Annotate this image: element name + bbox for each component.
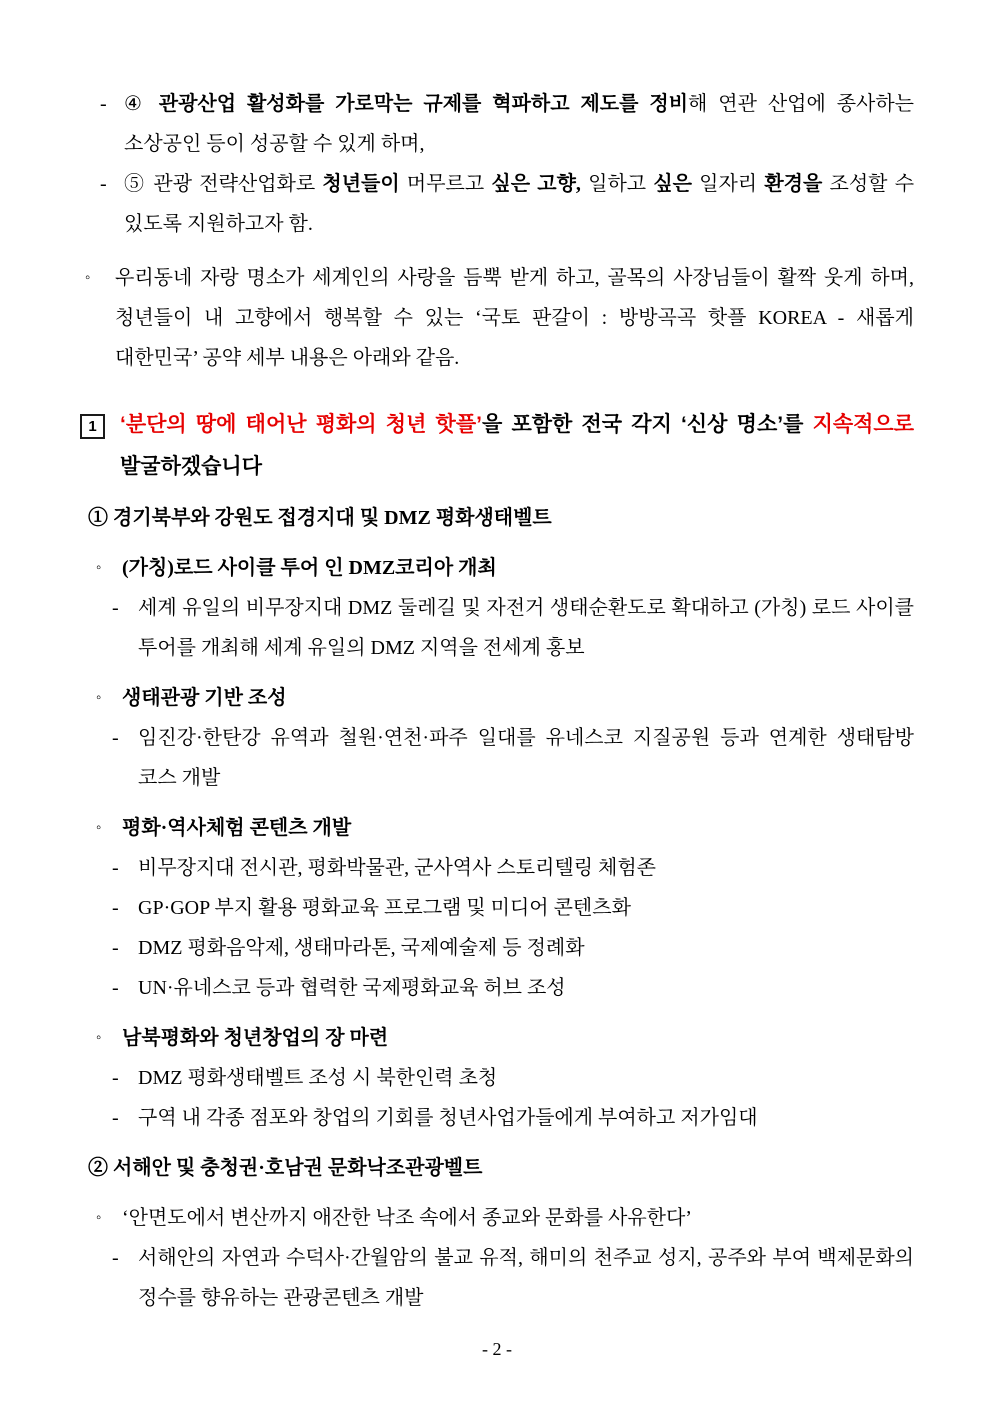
- sub-list-item: [112, 1058, 914, 1098]
- dash-marker: -: [100, 173, 107, 195]
- sub-list-item: [112, 968, 914, 1008]
- sub-list-item: [112, 1238, 914, 1318]
- paragraph-text: 세계 유일의 비무장지대 DMZ 둘레길 및 자전거 생태순환도로 확대하고 (가칭) 로드 사이클 투어를 개최해 세계 유일의 DMZ 지역을 전세계 홍보: [138, 597, 914, 659]
- paragraph-text: GP·GOP 부지 활용 평화교육 프로그램 및 미디어 콘텐츠화: [138, 897, 631, 919]
- sub-list-item: [112, 718, 914, 798]
- list-item: [100, 84, 914, 164]
- pledge-heading: [80, 404, 914, 488]
- sub-list-item: [112, 848, 914, 888]
- paragraph-text: ⑤ 관광 전략산업화로 청년들이 머무르고 싶은 고향, 일하고 싶은 일자리 환경을 조성할 수 있도록 지원하고자 함.: [124, 173, 915, 235]
- paragraph-text: 서해안의 자연과 수덕사·간월암의 불교 유적, 해미의 천주교 성지, 공주와 부여 백제문화의 정수를 향유하는 관광콘텐츠 개발: [138, 1247, 914, 1309]
- sub-list-item: [112, 928, 914, 968]
- dash-marker: -: [112, 937, 119, 959]
- page-number: - 2 -: [482, 1339, 512, 1359]
- dash-marker: -: [112, 597, 119, 619]
- subsection-heading: [96, 1198, 914, 1238]
- paragraph-text: 평화·역사체험 콘텐츠 개발: [122, 817, 352, 839]
- paragraph-text: 우리동네 자랑 명소가 세계인의 사랑을 듬뿍 받게 하고, 골목의 사장님들이 활짝 웃게 하며, 청년들이 내 고향에서 행복할 수 있는 ‘국토 판갈이 : 방방곡곡 핫플 KOREA - 새롭게 대한민국’ 공약 세부 내용은 아래와 같음.: [115, 267, 914, 369]
- dash-marker: -: [100, 93, 107, 115]
- dash-marker: -: [112, 1107, 119, 1129]
- sub-list-item: [112, 588, 914, 668]
- paragraph-text: ④ 관광산업 활성화를 가로막는 규제를 혁파하고 제도를 정비해 연관 산업에 종사하는 소상공인 등이 성공할 수 있게 하며,: [124, 93, 914, 155]
- sub-list-item: [112, 1098, 914, 1138]
- circle-bullet-marker: ◦: [96, 1030, 102, 1046]
- paragraph-text: DMZ 평화음악제, 생태마라톤, 국제예술제 등 정례화: [138, 937, 585, 959]
- circle-bullet-marker: ◦: [96, 820, 102, 836]
- paragraph-text: 생태관광 기반 조성: [122, 687, 287, 709]
- paragraph-text: UN·유네스코 등과 협력한 국제평화교육 허브 조성: [138, 977, 566, 999]
- list-item: [100, 164, 914, 244]
- bullet-paragraph: [85, 258, 914, 378]
- paragraph-text: ① 경기북부와 강원도 접경지대 및 DMZ 평화생태벨트: [88, 507, 552, 529]
- dash-marker: -: [112, 857, 119, 879]
- subsection-heading: [96, 678, 914, 718]
- subsection-heading: [96, 808, 914, 848]
- box-number-marker: [80, 404, 120, 446]
- paragraph-text: ② 서해안 및 충청권·호남권 문화낙조관광벨트: [88, 1157, 483, 1179]
- dash-marker: -: [112, 977, 119, 999]
- paragraph-text: 남북평화와 청년창업의 장 마련: [122, 1027, 389, 1049]
- paragraph-text: (가칭)로드 사이클 투어 인 DMZ코리아 개최: [122, 557, 497, 579]
- subsection-heading: [96, 548, 914, 588]
- dash-marker: -: [112, 1067, 119, 1089]
- paragraph-text: DMZ 평화생태벨트 조성 시 북한인력 초청: [138, 1067, 498, 1089]
- sub-list-item: [112, 888, 914, 928]
- belt-heading: [88, 1148, 914, 1188]
- paragraph-text: 임진강·한탄강 유역과 철원·연천·파주 일대를 유네스코 지질공원 등과 연계한 생태탐방 코스 개발: [138, 727, 914, 789]
- subsection-heading: [96, 1018, 914, 1058]
- circle-bullet-marker: ◦: [85, 270, 91, 286]
- paragraph-text: ‘분단의 땅에 태어난 평화의 청년 핫플’을 포함한 전국 각지 ‘신상 명소’를 지속적으로 발굴하겠습니다: [120, 413, 914, 478]
- boxed-number: 1: [80, 414, 105, 439]
- paragraph-text: ‘안면도에서 변산까지 애잔한 낙조 속에서 종교와 문화를 사유한다’: [122, 1207, 692, 1229]
- circle-bullet-marker: ◦: [96, 690, 102, 706]
- circle-bullet-marker: ◦: [96, 1210, 102, 1226]
- dash-marker: -: [112, 1247, 119, 1269]
- dash-marker: -: [112, 897, 119, 919]
- document-body: [80, 84, 914, 1318]
- paragraph-text: 비무장지대 전시관, 평화박물관, 군사역사 스토리텔링 체험존: [138, 857, 656, 879]
- circle-bullet-marker: ◦: [96, 560, 102, 576]
- paragraph-text: 구역 내 각종 점포와 창업의 기회를 청년사업가들에게 부여하고 저가임대: [138, 1107, 758, 1129]
- dash-marker: -: [112, 727, 119, 749]
- belt-heading: [88, 498, 914, 538]
